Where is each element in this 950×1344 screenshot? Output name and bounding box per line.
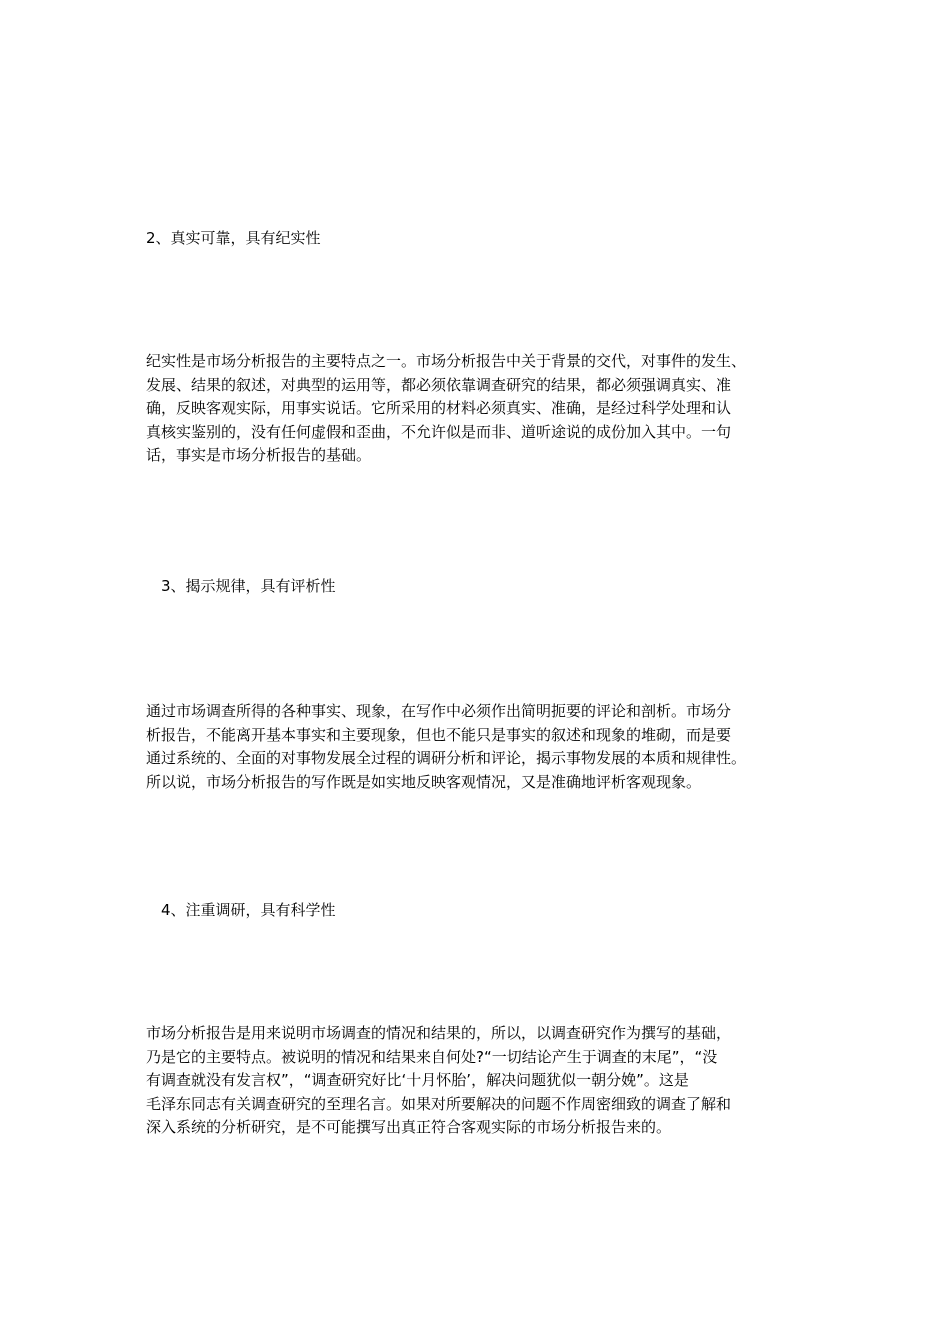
paragraph-line: 确，反映客观实际，用事实说话。它所采用的材料必须真实、准确，是经过科学处理和认 [146, 399, 732, 417]
paragraph-line: 毛泽东同志有关调查研究的至理名言。如果对所要解决的问题不作周密细致的调查了解和 [146, 1094, 732, 1113]
paragraph-line: 通过系统的、全面的对事物发展全过程的调研分析和评论，揭示事物发展的本质和规律性。 [146, 749, 747, 767]
paragraph-4 [146, 1022, 810, 1140]
paragraph-line: 话，事实是市场分析报告的基础。 [146, 446, 372, 464]
section-heading-4: 4、注重调研，具有科学性 [161, 901, 336, 919]
paragraph-line: 所以说，市场分析报告的写作既是如实地反映客观情况，又是准确地评析客观现象。 [146, 772, 702, 791]
paragraph-line: 发展、结果的叙述，对典型的运用等，都必须依靠调查研究的结果，都必须强调真实、准 [146, 375, 732, 394]
paragraph-line: 市场分析报告是用来说明市场调查的情况和结果的，所以，以调查研究作为撰写的基础， [146, 1024, 732, 1042]
paragraph-line: 析报告，不能离开基本事实和主要现象，但也不能只是事实的叙述和现象的堆砌，而是要 [146, 725, 732, 744]
paragraph-line: 深入系统的分析研究，是不可能撰写出真正符合客观实际的市场分析报告来的。 [146, 1118, 672, 1136]
paragraph-2 [146, 350, 810, 468]
paragraph-line: 通过市场调查所得的各种事实、现象，在写作中必须作出简明扼要的评论和剖析。市场分 [146, 702, 732, 720]
section-heading-3: 3、揭示规律，具有评析性 [161, 577, 336, 595]
paragraph-3 [146, 700, 810, 794]
paragraph-line: 纪实性是市场分析报告的主要特点之一。市场分析报告中关于背景的交代，对事件的发生、 [146, 352, 747, 370]
paragraph-line: 乃是它的主要特点。被说明的情况和结果来自何处?“一切结论产生于调查的末尾”，“没 [146, 1047, 718, 1066]
section-heading-2: 2、真实可靠，具有纪实性 [146, 229, 321, 247]
paragraph-line: 有调查就没有发言权”，“调查研究好比‘十月怀胎’，解决问题犹似一朝分娩”。这是 [146, 1071, 689, 1089]
paragraph-line: 真核实鉴别的，没有任何虚假和歪曲，不允许似是而非、道听途说的成份加入其中。一句 [146, 422, 732, 441]
